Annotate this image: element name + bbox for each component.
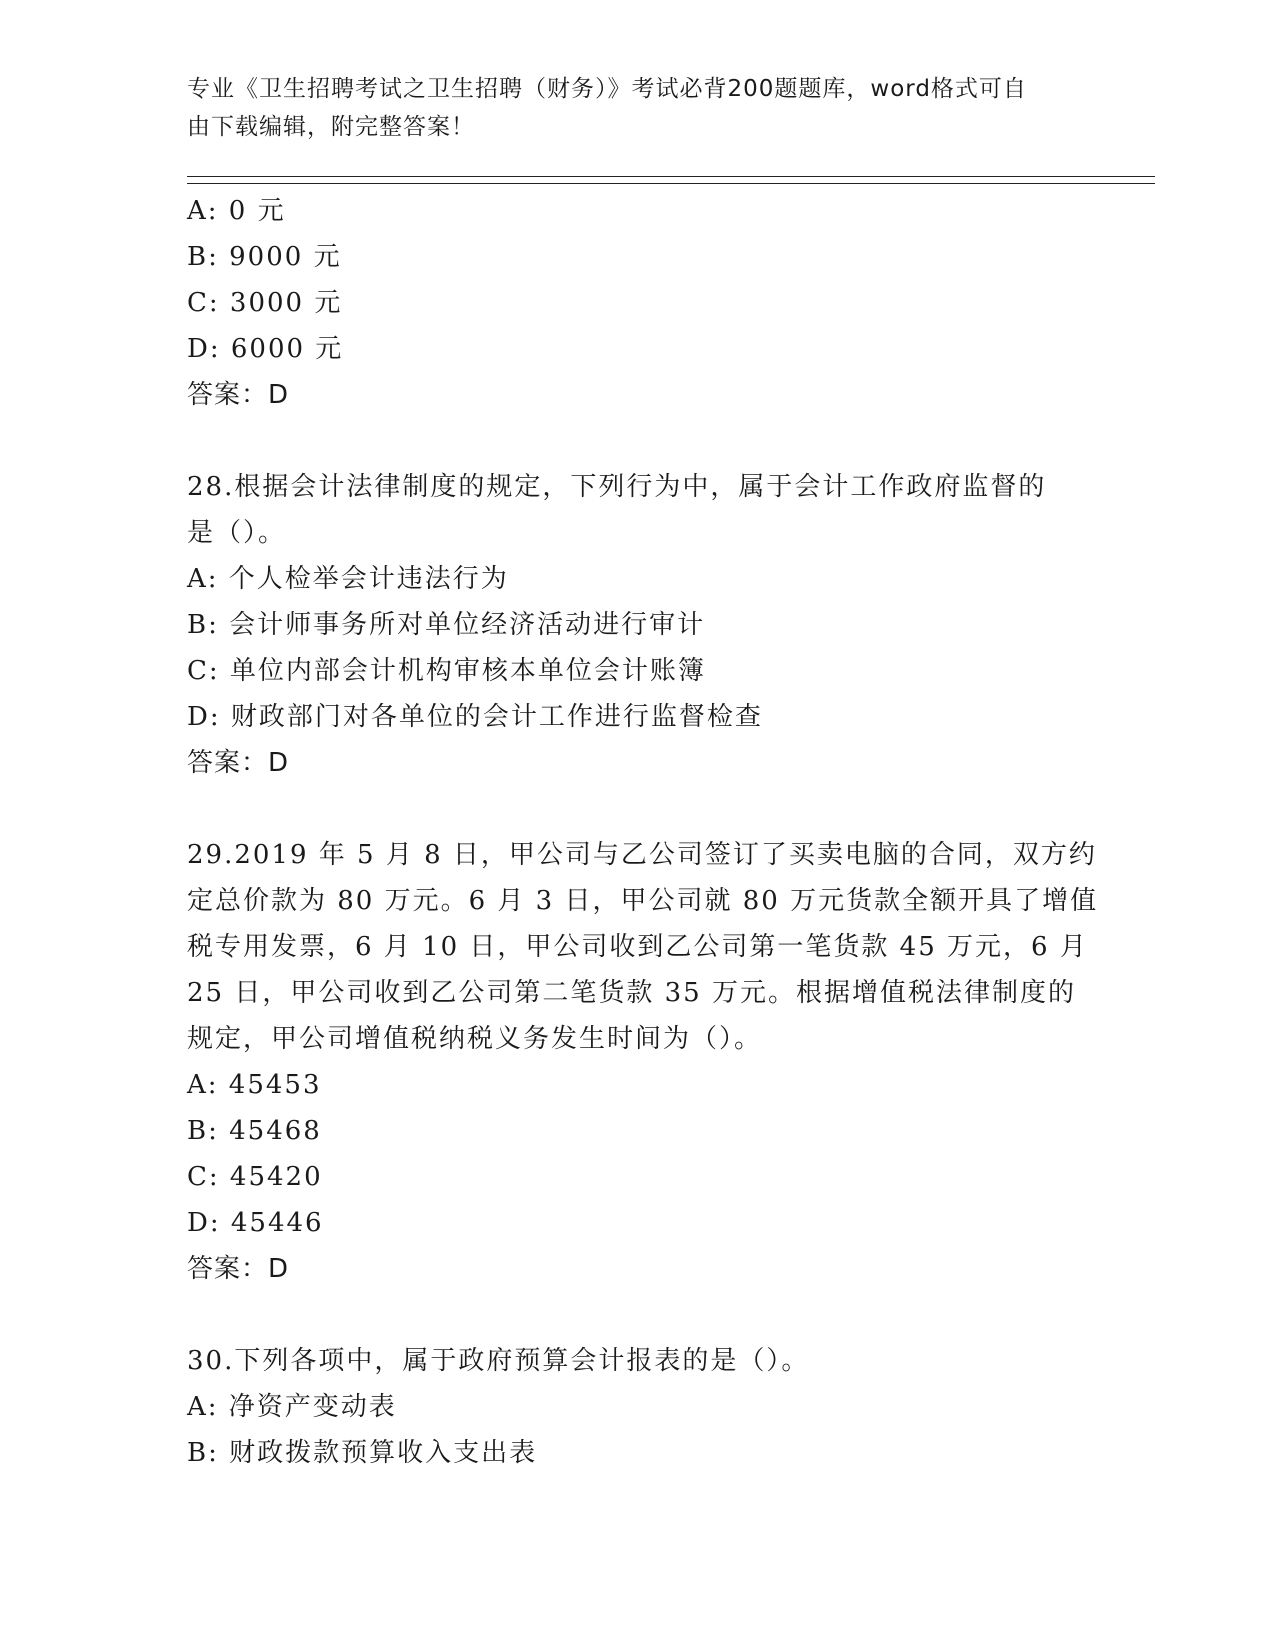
question-text-line: 税专用发票，6 月 10 日，甲公司收到乙公司第一笔货款 45 万元，6 月 [187,932,1088,962]
question-text-line: 定总价款为 80 万元。6 月 3 日，甲公司就 80 万元货款全额开具了增值 [187,886,1099,916]
question-27-options [187,188,1087,372]
option-d: D: 6000 元 [187,334,344,364]
header-divider-bottom [187,183,1155,184]
question-30 [187,1338,1087,1476]
option-a: A: 0 元 [187,196,286,226]
spacer [187,1292,1087,1338]
option-c: C: 3000 元 [187,288,343,318]
option-b: B: 9000 元 [187,242,342,272]
question-text-line: 30.下列各项中，属于政府预算会计报表的是（）。 [187,1346,810,1376]
header-line-2: 由下载编辑，附完整答案！ [187,114,475,140]
question-text-line: 规定，甲公司增值税纳税义务发生时间为（）。 [187,1024,763,1054]
option-a: A: 净资产变动表 [187,1392,397,1422]
option-b: B: 45468 [187,1116,322,1146]
spacer [187,418,1087,464]
option-a: A: 个人检举会计违法行为 [187,564,509,594]
question-text-line: 28.根据会计法律制度的规定，下列行为中，属于会计工作政府监督的 [187,472,1047,502]
spacer [187,786,1087,832]
question-27-answer: 答案：D [187,380,290,410]
option-b: B: 财政拨款预算收入支出表 [187,1438,538,1468]
header-line-1: 专业《卫生招聘考试之卫生招聘（财务）》考试必背200题题库，word格式可自 [187,76,1027,102]
option-a: A: 45453 [187,1070,322,1100]
option-d: D: 财政部门对各单位的会计工作进行监督检查 [187,702,763,732]
header-divider-top [187,176,1155,177]
document-body [187,188,1099,1476]
question-29-answer: 答案：D [187,1254,290,1284]
option-d: D: 45446 [187,1208,324,1238]
question-28 [187,464,1087,786]
option-c: C: 单位内部会计机构审核本单位会计账簿 [187,656,706,686]
question-text-line: 29.2019 年 5 月 8 日，甲公司与乙公司签订了买卖电脑的合同，双方约 [187,840,1097,870]
option-b: B: 会计师事务所对单位经济活动进行审计 [187,610,706,640]
document-header [187,70,1067,146]
question-text-line: 是（）。 [187,518,287,548]
option-c: C: 45420 [187,1162,323,1192]
question-28-answer: 答案：D [187,748,290,778]
question-29 [187,832,1099,1292]
question-text-line: 25 日，甲公司收到乙公司第二笔货款 35 万元。根据增值税法律制度的 [187,978,1076,1008]
